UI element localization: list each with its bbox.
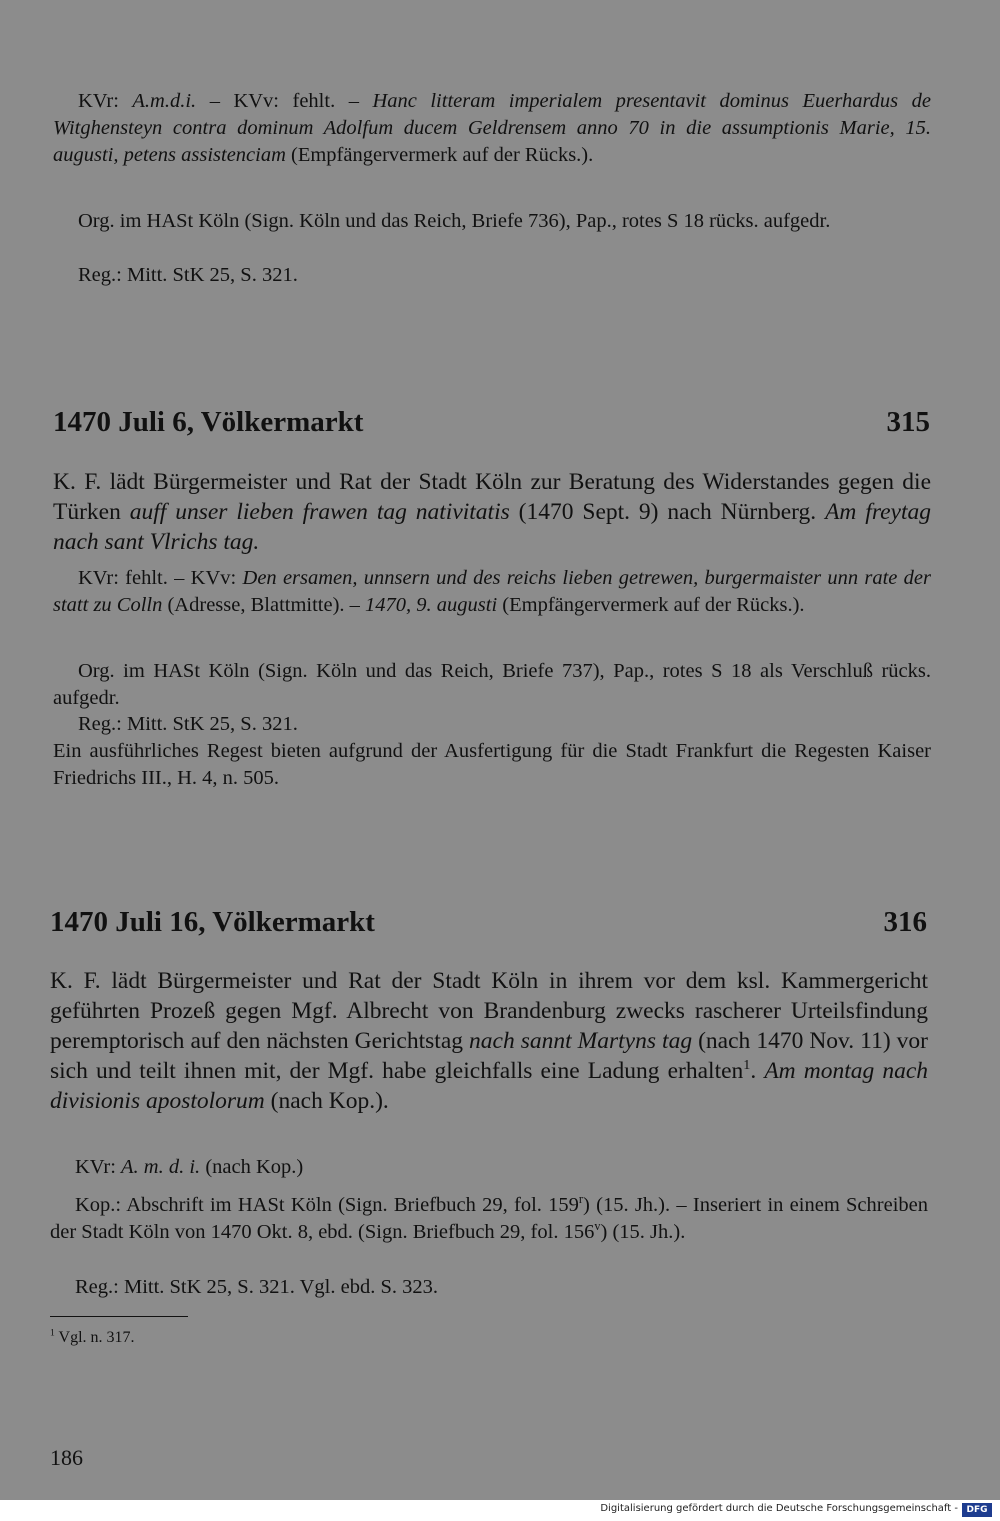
footnote-rule xyxy=(50,1316,188,1317)
entry-315-number: 315 xyxy=(886,406,930,438)
entry-315-kv: KVr: fehlt. – KVv: Den ersamen, unnsern und des reichs lieben getrewen, burgermaister unn rate der statt zu Colln (Adresse, Blattmitte). – 1470, 9. augusti (Empfängervermerk auf der Rücks.). xyxy=(53,567,931,616)
kv-note-previous: KVr: A.m.d.i. – KVv: fehlt. – Hanc litteram imperialem presentavit dominus Euerhardus de Witghensteyn contra dominum Adolfum ducem Geldrensem anno 70 in die assumptionis Marie, 15. augusti, petens assistenciam (Empfängervermerk auf der Rücks.). xyxy=(53,90,931,166)
entry-316-number: 316 xyxy=(883,906,927,938)
entry-315-summary: K. F. lädt Bürgermeister und Rat der Stadt Köln zur Beratung des Widerstandes gegen die Türken auff unser lieben frawen tag nativitatis (1470 Sept. 9) nach Nürnberg. Am freytag nach sant Vlrichs tag. xyxy=(53,469,931,555)
entry-316-kv: KVr: A. m. d. i. (nach Kop.) xyxy=(75,1156,304,1178)
entry-315-heading: 1470 Juli 6, Völkermarkt xyxy=(53,406,364,438)
page-number: 186 xyxy=(50,1445,83,1470)
footnote: $^1$ Vgl. n. 317. xyxy=(50,1327,135,1346)
entry-316-reg: Reg.: Mitt. StK 25, S. 321. Vgl. ebd. S. 323. xyxy=(75,1276,438,1298)
funding-note: Digitalisierung gefördert durch die Deutsche Forschungsgemeinschaft - xyxy=(600,1503,958,1514)
dfg-logo-icon: DFG xyxy=(962,1503,992,1517)
entry-316-summary: K. F. lädt Bürgermeister und Rat der Stadt Köln in ihrem vor dem ksl. Kammergericht geführten Prozeß gegen Mgf. Albrecht von Brandenburg zwecks rascherer Urteilsfindung peremptorisch auf den nächsten Gerichtstag nach sannt Martyns tag (nach 1470 Nov. 11) vor sich und teilt ihnen mit, der Mgf. habe gleichfalls eine Ladung erhalten$^1$. Am montag nach divisionis apostolorum (nach Kop.). xyxy=(50,968,929,1114)
entry-315-reg: Reg.: Mitt. StK 25, S. 321. xyxy=(78,713,298,735)
footnote-ref-1: 1 xyxy=(743,1057,751,1074)
footer-bar xyxy=(0,1500,1000,1521)
entry-315-note: Ein ausführliches Regest bieten aufgrund der Ausfertigung für die Stadt Frankfurt die Regesten Kaiser Friedrichs III., H. 4, n. 505. xyxy=(53,740,931,789)
reg-note-previous: Reg.: Mitt. StK 25, S. 321. xyxy=(78,264,298,286)
entry-316-kop: Kop.: Abschrift im HASt Köln (Sign. Briefbuch 29, fol. 159$^r$) (15. Jh.). – Inseriert in einem Schreiben der Stadt Köln von 1470 Okt. 8, ebd. (Sign. Briefbuch 29, fol. 156$^v$) (15. Jh.). xyxy=(50,1192,928,1243)
entry-316-heading: 1470 Juli 16, Völkermarkt xyxy=(50,906,375,938)
org-note-previous: Org. im HASt Köln (Sign. Köln und das Reich, Briefe 736), Pap., rotes S 18 rücks. aufgedr. xyxy=(78,210,831,232)
entry-315-org: Org. im HASt Köln (Sign. Köln und das Reich, Briefe 737), Pap., rotes S 18 als Verschluß rücks. aufgedr. xyxy=(53,660,931,709)
